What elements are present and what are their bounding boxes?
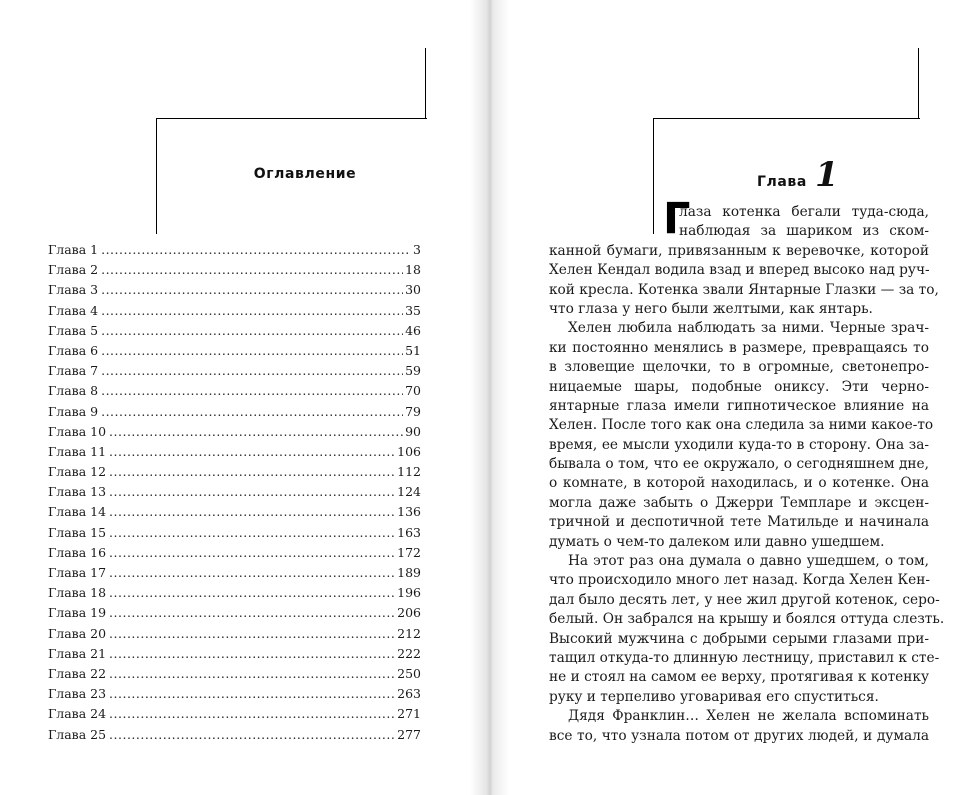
toc-entry-page: 46 xyxy=(405,322,421,338)
toc-entry-page: 30 xyxy=(405,282,421,298)
chapter-number: 1 xyxy=(814,155,839,195)
toc-leader-dots xyxy=(101,301,403,321)
toc-title: Оглавление xyxy=(253,166,357,182)
toc-leader-dots xyxy=(101,341,403,361)
toc-entry xyxy=(48,361,421,381)
toc-entry-label: Глава 5 xyxy=(48,322,99,338)
toc-leader-dots xyxy=(109,442,395,462)
body-text-line: кой кресла. Котенка звали Янтарные Глазки — за то, xyxy=(549,281,939,298)
toc-entry xyxy=(48,240,421,260)
body-text-line: руку и терпеливо уговаривая его спуститься. xyxy=(549,688,879,705)
toc-entry-label: Глава 17 xyxy=(48,565,107,580)
toc-entry xyxy=(48,502,421,522)
drop-cap: Г xyxy=(663,194,691,244)
toc-entry-page: 212 xyxy=(397,625,421,641)
toc-entry-label: Глава 24 xyxy=(48,706,107,722)
toc-entry xyxy=(48,684,421,704)
toc-entry-label: Глава 8 xyxy=(48,383,99,399)
toc-entry-label: Глава 11 xyxy=(48,443,107,459)
toc-leader-dots xyxy=(109,462,395,482)
toc-entry-page: 70 xyxy=(405,383,421,399)
toc-entry xyxy=(48,704,421,724)
toc-entry-label: Глава 15 xyxy=(48,524,107,540)
toc-entry-page: 90 xyxy=(405,423,421,439)
toc-entry-label: Глава 18 xyxy=(48,585,107,601)
toc-entry-page: 124 xyxy=(397,484,421,500)
toc-entry-label: Глава 7 xyxy=(48,363,99,379)
toc-entry xyxy=(48,644,421,664)
toc-entry xyxy=(48,624,421,644)
toc-entry xyxy=(48,301,421,321)
body-text-line: канной бумаги, привязанным к веревочке, которой xyxy=(549,242,929,259)
toc-entry-page: 263 xyxy=(397,686,421,702)
toc-leader-dots xyxy=(109,684,395,704)
body-text-line: На этот раз она думала о давно ушедшем, о том, xyxy=(568,553,929,570)
toc-entry xyxy=(48,563,421,583)
toc-leader-dots xyxy=(109,482,395,502)
toc-entry-page: 189 xyxy=(397,565,421,580)
toc-entry-label: Глава 9 xyxy=(48,403,99,419)
toc-entry-page: 222 xyxy=(397,645,421,661)
toc-entry-label: Глава 10 xyxy=(48,423,107,439)
toc-leader-dots xyxy=(109,603,395,623)
body-text-line: что глаза у него были желтыми, как янтарь. xyxy=(549,300,873,317)
toc-leader-dots xyxy=(101,280,403,300)
toc-entry-label: Глава 16 xyxy=(48,544,107,560)
toc-entry-page: 163 xyxy=(397,524,421,540)
body-text-line: лаза котенка бегали туда-сюда, xyxy=(679,204,929,220)
toc-leader-dots xyxy=(109,523,395,543)
toc-entry-label: Глава 13 xyxy=(48,484,107,500)
toc-entry xyxy=(48,260,421,280)
toc-entry-label: Глава 14 xyxy=(48,504,107,520)
toc-entry xyxy=(48,543,421,563)
toc-leader-dots xyxy=(109,725,395,745)
toc-leader-dots xyxy=(109,422,403,442)
toc-entry-label: Глава 21 xyxy=(48,645,107,661)
toc-entry-label: Глава 4 xyxy=(48,302,99,318)
toc-entry xyxy=(48,321,421,341)
toc-entry xyxy=(48,442,421,462)
toc-leader-dots xyxy=(101,321,403,341)
toc-leader-dots xyxy=(109,664,395,684)
body-text-line: янтарные глаза имели гипнотическое влияние на xyxy=(549,397,929,414)
toc-entry-label: Глава 2 xyxy=(48,262,99,278)
toc-leader-dots xyxy=(101,402,403,422)
toc-leader-dots xyxy=(109,583,395,603)
toc-entry-page: 79 xyxy=(405,403,421,419)
toc-leader-dots xyxy=(109,644,395,664)
body-text-line: могла даже забыть о Джерри Темпларе и эксцен- xyxy=(549,494,929,511)
toc-entry-page: 3 xyxy=(413,242,421,257)
body-text-line: что происходило много лет назад. Когда Хелен Кен- xyxy=(549,572,930,589)
body-text-line: не и стоял на самом ее верху, протягивая к котенку xyxy=(549,669,929,686)
toc-entry-page: 106 xyxy=(397,443,421,459)
body-text-line: наблюдая за шариком из ском- xyxy=(679,223,929,240)
toc-entry-page: 51 xyxy=(405,342,421,358)
body-text-line: о комнате, в которой находилась, и о котенке. Она xyxy=(549,475,929,492)
toc-entry xyxy=(48,725,421,745)
toc-entry-label: Глава 25 xyxy=(48,726,107,742)
toc-leader-dots xyxy=(109,704,395,724)
toc-entry-page: 136 xyxy=(397,504,421,520)
toc-entry-label: Глава 23 xyxy=(48,686,107,702)
toc-entry-page: 18 xyxy=(405,262,421,278)
toc-entry-label: Глава 20 xyxy=(48,625,107,641)
chapter-heading xyxy=(757,155,839,195)
chapter-frame-accent xyxy=(918,48,919,119)
toc-entry xyxy=(48,381,421,401)
body-text-line: ки постоянно менялись в размере, превращаясь то xyxy=(549,339,929,356)
body-text-line: ницаемые шары, подобные ониксу. Эти черно- xyxy=(549,378,929,395)
body-text-line: тащил откуда-то длинную лестницу, приставил к сте- xyxy=(549,649,940,666)
toc-entry-page: 277 xyxy=(397,726,421,742)
body-text-line: дал было десять лет, у нее жил другой котенок, серо- xyxy=(549,591,940,608)
toc-entry xyxy=(48,280,421,300)
left-page xyxy=(0,0,486,795)
chapter-body xyxy=(549,203,945,746)
toc-leader-dots xyxy=(109,624,395,644)
toc-leader-dots xyxy=(101,260,403,280)
toc-leader-dots xyxy=(101,361,403,381)
toc-leader-dots xyxy=(101,240,411,260)
body-text-line: Дядя Франклин… Хелен не желала вспоминать xyxy=(568,708,929,725)
toc-entry-page: 35 xyxy=(405,302,421,318)
body-text-line: Высокий мужчина с добрыми серыми глазами при- xyxy=(549,630,929,647)
body-text-line: Хелен. После того как она следила за ними какое-то xyxy=(549,417,934,434)
toc-frame-accent xyxy=(425,48,426,119)
toc-leader-dots xyxy=(109,563,395,583)
toc-entry-label: Глава 6 xyxy=(48,342,99,358)
body-text-line: Хелен любила наблюдать за ними. Черные зрач- xyxy=(568,320,929,337)
toc-entry xyxy=(48,482,421,502)
toc-entry xyxy=(48,341,421,361)
toc-entry xyxy=(48,422,421,442)
book-spine-shadow xyxy=(470,0,510,795)
toc-leader-dots xyxy=(101,381,403,401)
chapter-word: Глава xyxy=(757,174,807,190)
toc-entry-page: 196 xyxy=(397,585,421,601)
toc-entry xyxy=(48,462,421,482)
toc-entry xyxy=(48,603,421,623)
toc-entry-label: Глава 1 xyxy=(48,242,99,257)
toc-entry xyxy=(48,583,421,603)
body-text-line: думать о чем-то далеком или давно ушедшем. xyxy=(549,533,885,550)
toc-entry-page: 112 xyxy=(397,464,421,480)
toc-entry xyxy=(48,664,421,684)
toc-entry-page: 250 xyxy=(397,665,421,681)
toc-entry-page: 206 xyxy=(397,605,421,621)
body-text-line: белый. Он забрался на крышу и боялся оттуда слезть. xyxy=(549,611,945,628)
body-text-line: бывала о том, что ее окружало, о сегодняшнем дне, xyxy=(549,456,929,473)
body-text-line: тричной и деспотичной тете Матильде и начинала xyxy=(549,514,929,531)
body-text-line: Хелен Кендал водила взад и вперед высоко над руч- xyxy=(549,262,930,279)
body-text-line: все то, что узнала потом от других людей, и думала xyxy=(549,727,929,744)
toc-leader-dots xyxy=(109,502,395,522)
toc-entry-page: 59 xyxy=(405,363,421,379)
toc-entry-label: Глава 22 xyxy=(48,665,107,681)
toc-entry-page: 172 xyxy=(397,544,421,560)
toc-entry xyxy=(48,402,421,422)
toc-entry-label: Глава 3 xyxy=(48,282,99,298)
body-text-line: время, ее мысли уходили куда-то в сторону. Она за- xyxy=(549,436,929,453)
toc-list xyxy=(48,240,421,745)
toc-entry-page: 271 xyxy=(397,706,421,722)
toc-entry xyxy=(48,523,421,543)
toc-entry-label: Глава 12 xyxy=(48,464,107,480)
toc-entry-label: Глава 19 xyxy=(48,605,107,621)
toc-leader-dots xyxy=(109,543,395,563)
body-text-line: в зловещие щелочки, то в огромные, светонепро- xyxy=(549,359,929,376)
